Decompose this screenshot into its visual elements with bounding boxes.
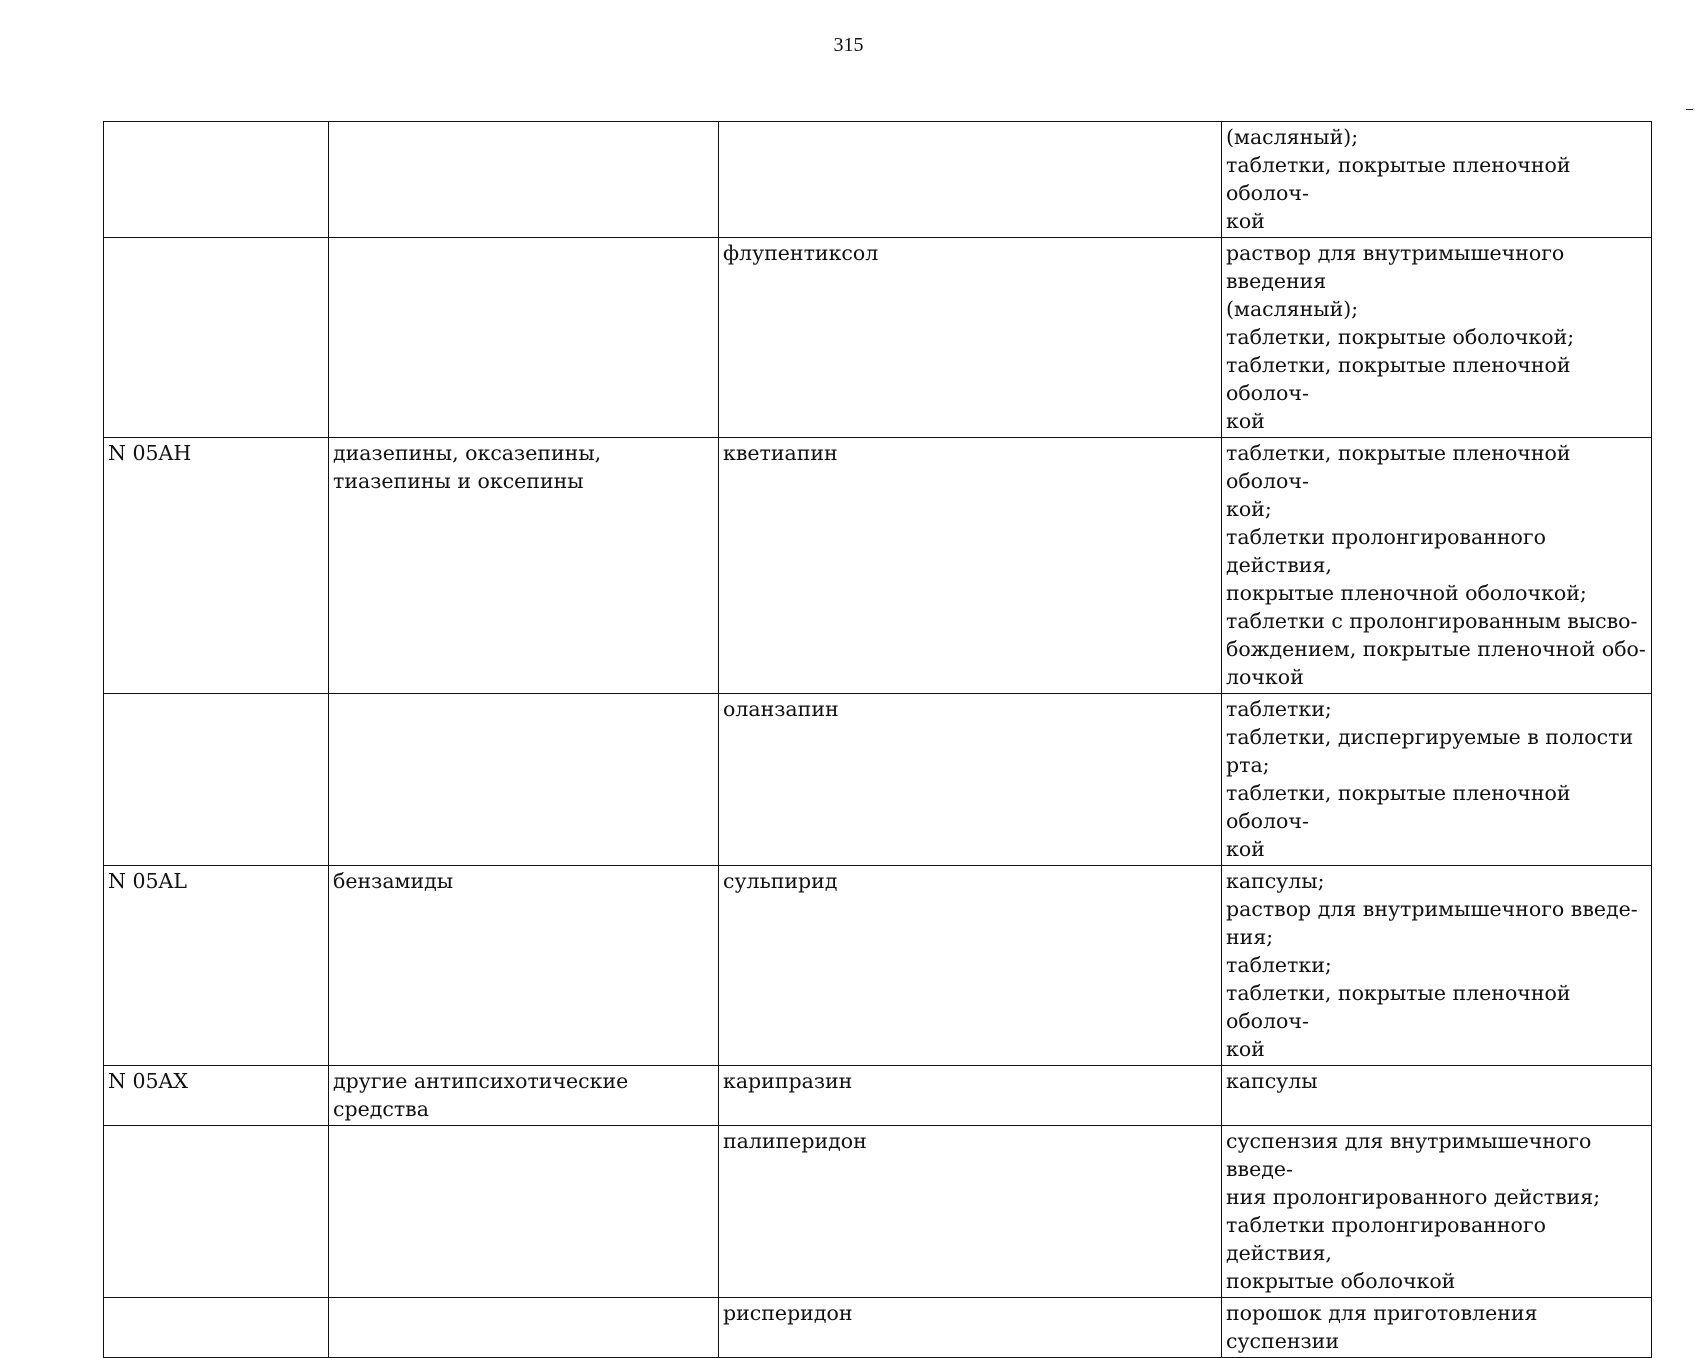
drug-name-cell xyxy=(719,122,1222,238)
table-row xyxy=(104,694,1652,866)
dosage-form-line: таблетки; xyxy=(1226,697,1332,721)
table-row xyxy=(104,1066,1652,1126)
atc-code-cell xyxy=(104,122,329,238)
group-cell xyxy=(329,1126,719,1298)
page-number: 315 xyxy=(833,34,864,56)
dosage-form-line: раствор для внутримышечного введе- xyxy=(1226,897,1638,921)
dosage-form-line: капсулы xyxy=(1226,1069,1318,1093)
group-cell xyxy=(329,238,719,438)
group-cell xyxy=(329,694,719,866)
dosage-form-line: кой xyxy=(1226,209,1265,233)
edge-mark xyxy=(1686,109,1693,110)
dosage-form-line: кой xyxy=(1226,837,1265,861)
drug-name-cell: сульпирид xyxy=(719,866,1222,1066)
dosage-form-line: таблетки; xyxy=(1226,953,1332,977)
dosage-forms-cell xyxy=(1222,694,1652,866)
dosage-form-line: лочкой xyxy=(1226,665,1304,689)
group-cell xyxy=(329,1298,719,1358)
dosage-form-line: таблетки, покрытые пленочной оболоч- xyxy=(1226,981,1571,1033)
group-cell: бензамиды xyxy=(329,866,719,1066)
dosage-form-line: рта; xyxy=(1226,753,1270,777)
dosage-form-line: капсулы; xyxy=(1226,869,1325,893)
dosage-form-line: покрытые оболочкой xyxy=(1226,1269,1456,1293)
atc-code-cell xyxy=(104,1298,329,1358)
dosage-forms-cell xyxy=(1222,1126,1652,1298)
drug-name-cell: кветиапин xyxy=(719,438,1222,694)
dosage-form-line: кой xyxy=(1226,1037,1265,1061)
dosage-form-line: таблетки, диспергируемые в полости xyxy=(1226,725,1634,749)
atc-code-cell xyxy=(104,694,329,866)
dosage-forms-cell xyxy=(1222,866,1652,1066)
dosage-form-line: таблетки, покрытые пленочной оболоч- xyxy=(1226,781,1571,833)
dosage-forms-cell xyxy=(1222,122,1652,238)
table-row xyxy=(104,238,1652,438)
group-cell: диазепины, оксазепины, тиазепины и оксепины xyxy=(329,438,719,694)
table-row xyxy=(104,866,1652,1066)
dosage-form-line: раствор для внутримышечного введения xyxy=(1226,241,1565,293)
dosage-form-line: бождением, покрытые пленочной обо- xyxy=(1226,637,1646,661)
dosage-forms-cell xyxy=(1222,438,1652,694)
dosage-form-line: ния пролонгированного действия; xyxy=(1226,1185,1601,1209)
atc-code-cell: N 05AX xyxy=(104,1066,329,1126)
dosage-form-line: кой; xyxy=(1226,497,1272,521)
drug-name-cell: рисперидон xyxy=(719,1298,1222,1358)
dosage-forms-cell xyxy=(1222,1298,1652,1358)
dosage-form-line: (масляный); xyxy=(1226,297,1359,321)
drug-table xyxy=(103,121,1652,1358)
atc-code-cell: N 05AL xyxy=(104,866,329,1066)
dosage-form-line: таблетки, покрытые пленочной оболоч- xyxy=(1226,441,1571,493)
dosage-form-line: ния; xyxy=(1226,925,1274,949)
group-cell xyxy=(329,122,719,238)
dosage-form-line: таблетки пролонгированного действия, xyxy=(1226,1213,1546,1265)
drug-name-cell: карипразин xyxy=(719,1066,1222,1126)
table-row xyxy=(104,1298,1652,1358)
dosage-form-line: суспензия для внутримышечного введе- xyxy=(1226,1129,1592,1181)
drug-name-cell: палиперидон xyxy=(719,1126,1222,1298)
dosage-form-line: порошок для приготовления суспензии xyxy=(1226,1301,1538,1353)
table-row xyxy=(104,1126,1652,1298)
dosage-forms-cell xyxy=(1222,238,1652,438)
atc-code-cell xyxy=(104,1126,329,1298)
atc-code-cell xyxy=(104,238,329,438)
dosage-forms-cell xyxy=(1222,1066,1652,1126)
dosage-form-line: таблетки, покрытые пленочной оболоч- xyxy=(1226,153,1571,205)
dosage-form-line: (масляный); xyxy=(1226,125,1359,149)
table-row xyxy=(104,122,1652,238)
dosage-form-line: кой xyxy=(1226,409,1265,433)
drug-name-cell: оланзапин xyxy=(719,694,1222,866)
dosage-form-line: таблетки пролонгированного действия, xyxy=(1226,525,1546,577)
dosage-form-line: таблетки с пролонгированным высво- xyxy=(1226,609,1638,633)
atc-code-cell: N 05AH xyxy=(104,438,329,694)
dosage-form-line: покрытые пленочной оболочкой; xyxy=(1226,581,1587,605)
table-body xyxy=(104,122,1652,1358)
drug-name-cell: флупентиксол xyxy=(719,238,1222,438)
table-row xyxy=(104,438,1652,694)
dosage-form-line: таблетки, покрытые оболочкой; xyxy=(1226,325,1575,349)
dosage-form-line: таблетки, покрытые пленочной оболоч- xyxy=(1226,353,1571,405)
group-cell: другие антипсихотические средства xyxy=(329,1066,719,1126)
